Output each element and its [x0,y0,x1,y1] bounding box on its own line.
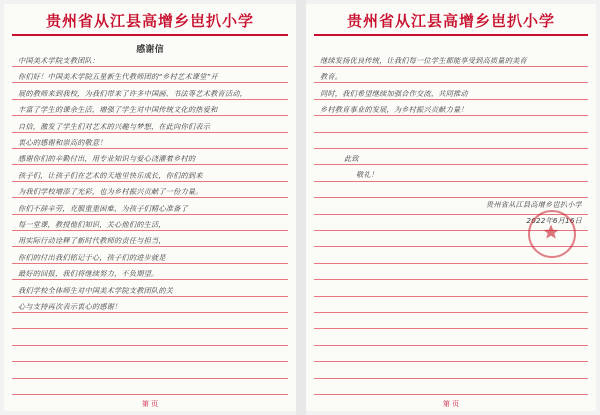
letter-line: 自信，激发了学生们对艺术的兴趣与梦想，在此向你们表示 [18,121,211,131]
letter-line: 你们不辞辛劳，克服重重困难，为孩子们精心准备了 [18,203,188,213]
ruled-line [314,296,588,297]
ruled-line [12,214,288,215]
ruled-line [12,361,288,362]
letter-line: 教育。 [320,72,343,82]
ruled-line [314,279,588,280]
letter-line: 心与支持再次表示衷心的感谢！ [18,302,122,311]
ruled-line [314,361,588,362]
ruled-line [12,296,288,297]
ruled-line [314,312,588,313]
letter-page-right [306,4,596,411]
letter-line: 每一堂课，教授他们知识，关心他们的生活， [18,220,166,229]
ruled-line [314,99,588,100]
page-footer-right: 第 页 [442,400,460,408]
page-gap [296,0,306,415]
ruled-line [314,132,588,133]
star-icon [542,223,560,241]
letter-title: 感谢信 [136,45,164,55]
ruled-line [314,394,588,395]
header-rule-right [314,34,588,36]
closing-phrase: 此致 [344,154,359,163]
ruled-line [314,378,588,379]
letter-line: 用实际行动诠释了新时代教师的责任与担当， [18,236,166,246]
ruled-line [12,164,288,165]
ruled-line [12,148,288,149]
ruled-line [12,181,288,182]
ruled-line [12,394,288,395]
letter-line: 你们好！中国美术学院五星新生代教师团的“乡村艺术课堂”开 [18,72,218,82]
ruled-line [12,82,288,83]
page-footer-left: 第 页 [141,400,159,408]
ruled-line [12,132,288,133]
letter-line: 为我们学校增添了光彩，也为乡村振兴贡献了一份力量。 [18,187,203,197]
ruled-line [314,82,588,83]
ruled-line [12,115,288,116]
letter-line: 感谢你们的辛勤付出，用专业知识与爱心浇灌着乡村的 [18,154,196,164]
ruled-line [12,230,288,231]
ruled-line [12,345,288,346]
signature: 贵州省从江县高增乡岜扒小学 [485,200,582,209]
ruled-line [12,246,288,247]
letter-line: 孩子们，让孩子们在艺术的天地里快乐成长，你们的到来 [18,170,203,180]
ruled-line [12,328,288,329]
letter-line: 展的教师来到我校，为我们带来了许多中国画、书法等艺术教育活动， [18,88,248,98]
ruled-line [314,345,588,346]
letter-line: 同时，我们希望继续加强合作交流，共同推动 [320,88,468,98]
ruled-line [314,115,588,116]
letter-line: 丰富了学生的课余生活，增强了学生对中国传统文化的热爱和 [18,105,218,115]
ruled-line [12,312,288,313]
ruled-line [12,99,288,100]
ruled-line [12,263,288,264]
ruled-line [314,148,588,149]
letter-page-left [4,4,296,411]
letter-line: 最好的回报，我们将继续努力，不负期望。 [18,269,159,279]
closing-salute: 敬礼！ [356,170,379,179]
ruled-line [314,328,588,329]
ruled-line [314,197,588,198]
letter-line: 我们学校全体师生对中国美术学院支教团队的关 [18,285,174,295]
letter-line: 衷心的感谢和崇高的敬意！ [18,138,107,147]
letterhead-right: 贵州省从江县高增乡岜扒小学 [346,12,555,30]
letter-line: 中国美术学院支教团队： [18,56,100,65]
official-seal [528,210,576,258]
ruled-line [12,279,288,280]
letter-line: 乡村教育事业的发展，为乡村振兴贡献力量！ [320,105,468,115]
letter-line: 继续发扬优良传统，让我们每一位学生都能享受到高质量的美育 [320,56,527,65]
ruled-line [314,263,588,264]
ruled-line [12,378,288,379]
letter-line: 你们的付出我们铭记于心，孩子们的进步就是 [18,252,166,262]
ruled-line [314,181,588,182]
header-rule-left [12,34,288,36]
ruled-line [314,164,588,165]
ruled-line [12,66,288,67]
letter-date: 2022年6月16日 [526,216,582,225]
ruled-line [12,197,288,198]
ruled-line [314,66,588,67]
letterhead-left: 贵州省从江县高增乡岜扒小学 [45,12,254,30]
